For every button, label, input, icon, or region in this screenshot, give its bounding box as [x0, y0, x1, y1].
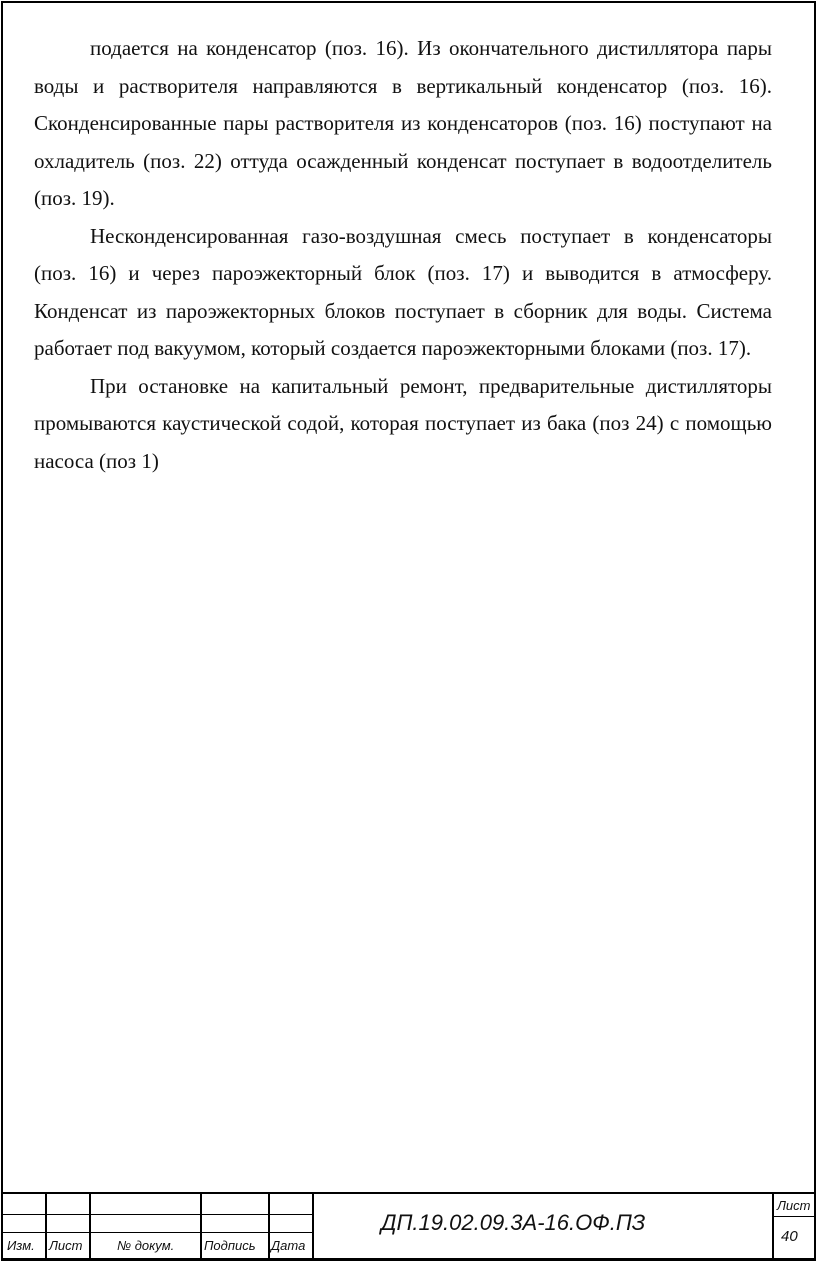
body-text	[34, 30, 772, 480]
paragraph-3: При остановке на капитальный ремонт, предварительные дистилляторы промываются каустической содой, которая поступает из бака (поз 24) с помощью насоса (поз 1)	[34, 373, 772, 473]
stamp-label-signature: Подпись	[204, 1238, 256, 1253]
stamp-label-date: Дата	[271, 1238, 306, 1253]
stamp-col-divider-5	[312, 1192, 314, 1259]
stamp-col-divider-6	[772, 1192, 774, 1259]
paragraph-2: Несконденсированная газо-воздушная смесь поступает в конденсаторы (поз. 16) и через пароэжекторный блок (поз. 17) и выводится в атмосферу. Конденсат из пароэжекторных блоков поступает в сборник для воды. Система работает под вакуумом, который создается пароэжекторными блоками (поз. 17).	[34, 223, 772, 360]
stamp-sheet-number: 40	[781, 1228, 798, 1245]
stamp-row-line-2	[1, 1232, 312, 1233]
stamp-col-divider-2	[89, 1192, 91, 1259]
stamp-sheet-label: Лист	[777, 1198, 811, 1213]
paragraph-1: подается на конденсатор (поз. 16). Из окончательного дистиллятора пары воды и растворителя направляются в вертикальный конденсатор (поз. 16). Сконденсированные пары растворителя из конденсаторов (поз. 16) поступают на охладитель (поз. 22) оттуда осажденный конденсат поступает в водоотделитель (поз. 19).	[34, 36, 772, 210]
stamp-col-divider-4	[268, 1192, 270, 1259]
stamp-sheet-separator	[772, 1216, 816, 1217]
stamp-label-izm: Изм.	[7, 1238, 35, 1253]
stamp-bottom-border	[1, 1258, 816, 1260]
stamp-row-line-1	[1, 1214, 312, 1215]
stamp-label-list: Лист	[49, 1238, 83, 1253]
stamp-col-divider-1	[45, 1192, 47, 1259]
stamp-document-code: ДП.19.02.09.3А-16.ОФ.ПЗ	[381, 1210, 646, 1235]
stamp-top-border	[1, 1192, 816, 1194]
title-block	[1, 1192, 816, 1260]
stamp-col-divider-3	[200, 1192, 202, 1259]
stamp-label-doc-no: № докум.	[117, 1238, 175, 1253]
